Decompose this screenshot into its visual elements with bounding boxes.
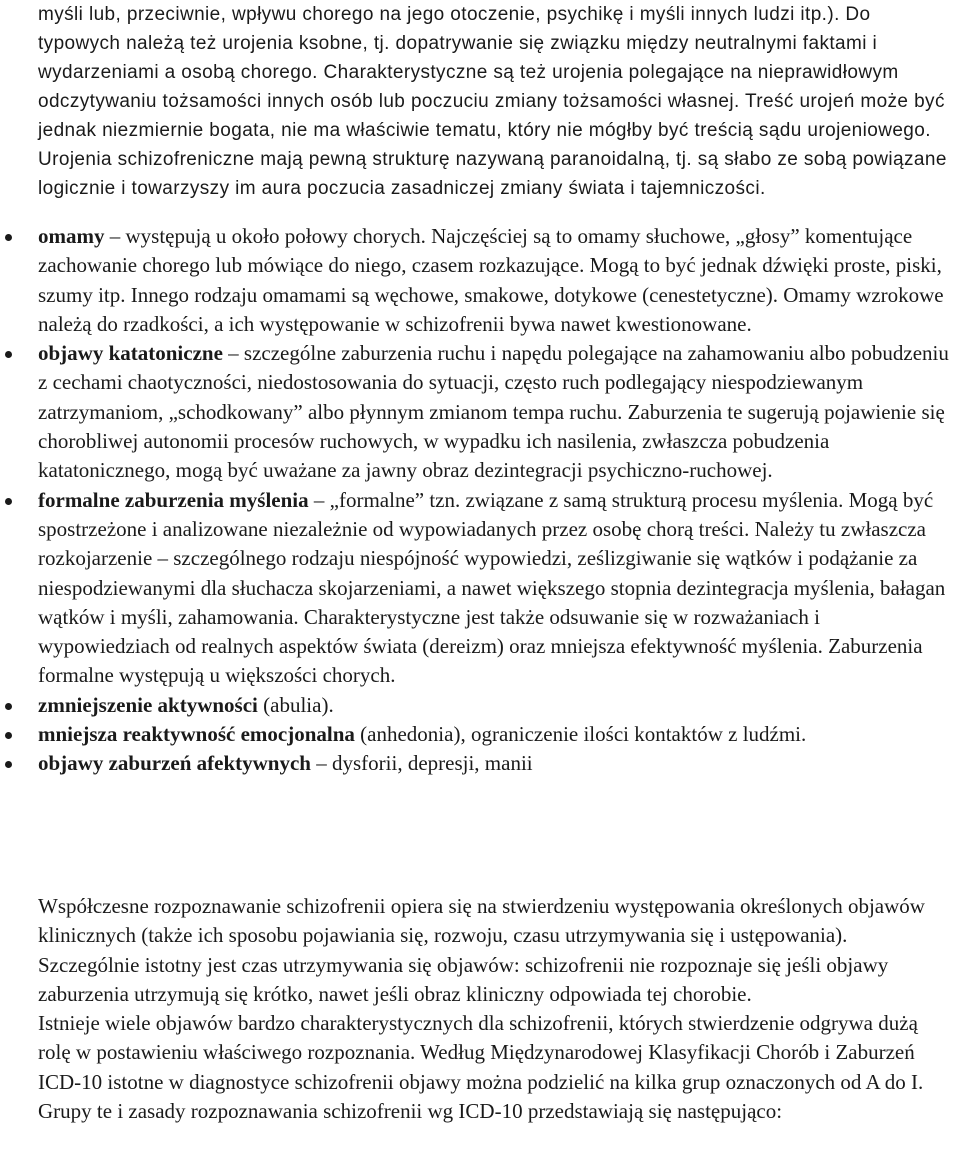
diagnosis-paragraph-2: Istnieje wiele objawów bardzo charakterystycznych dla schizofrenii, których stwierdzenie odgrywa dużą rolę w postawieniu właściwego rozpoznania. Według Międzynarodowej Klasyfikacji Chorób i Zaburzeń ICD-10 istotne w diagnostyce schizofrenii objawy można podzielić na kilka grup oznaczonych od A do I. Grupy te i zasady rozpoznawania schizofrenii wg ICD-10 przedstawiają się następująco:	[38, 1011, 924, 1124]
list-item-term: omamy	[38, 224, 105, 248]
list-item-text: (abulia).	[257, 692, 334, 717]
bullet-icon	[5, 703, 12, 710]
diagnosis-section	[38, 892, 953, 1126]
list-item-term: mniejsza reaktywność emocjonalna	[38, 722, 355, 747]
bullet-icon	[5, 732, 12, 739]
list-item	[0, 222, 953, 339]
list-item-term: formalne zaburzenia myślenia	[38, 487, 309, 512]
list-item	[0, 749, 953, 778]
list-item-text: – występują u około połowy chorych. Najczęściej są to omamy słuchowe, „głosy” komentujące zachowanie chorego lub mówiące do niego, czasem rozkazujące. Mogą to być jednak dźwięki proste, piski, szumy itp. Innego rodzaju omamami są węchowe, smakowe, dotykowe (cenestetyczne). Omamy wzrokowe należą do rzadkości, a ich występowanie w schizofrenii bywa nawet kwestionowane.	[38, 224, 944, 336]
list-item	[0, 339, 953, 485]
list-item	[0, 720, 953, 749]
list-item-term: zmniejszenie aktywności	[38, 692, 258, 717]
intro-paragraph: myśli lub, przeciwnie, wpływu chorego na jego otoczenie, psychikę i myśli innych ludzi itp.). Do typowych należą też urojenia ksobne, tj. dopatrywanie się związku między neutralnymi faktami i wydarzeniami a osobą chorego. Charakterystyczne są też urojenia polegające na nieprawidłowym odczytywaniu tożsamości innych osób lub poczuciu zmiany tożsamości własnej. Treść urojeń może być jednak niezmiernie bogata, nie ma właściwie tematu, który nie mógłby być treścią sądu urojeniowego. Urojenia schizofreniczne mają pewną strukturę nazywaną paranoidalną, tj. są słabo ze sobą powiązane logicznie i towarzyszy im aura poczucia zasadniczej zmiany świata i tajemniczości.	[38, 4, 947, 199]
list-item-text: (anhedonia), ograniczenie ilości kontaktów z ludźmi.	[354, 722, 807, 747]
list-item	[0, 691, 953, 720]
bullet-icon	[5, 234, 12, 241]
list-item-term: objawy zaburzeń afektywnych	[38, 751, 311, 776]
intro-paragraph-block	[38, 0, 953, 203]
list-item	[0, 486, 953, 691]
bullet-icon	[5, 761, 12, 768]
bullet-icon	[5, 351, 12, 358]
list-item-text: – dysforii, depresji, manii	[311, 751, 533, 776]
list-item-text: – szczególne zaburzenia ruchu i napędu polegające na zahamowaniu albo pobudzeniu z cechami chaotyczności, niedostosowania do sytuacji, często ruch podlegający niespodziewanym zatrzymaniom, „schodkowany” albo płynnym zmianom tempa ruchu. Zaburzenia te sugerują pojawienie się chorobliwej autonomii procesów ruchowych, w wypadku ich nasilenia, zwłaszcza pobudzenia katatonicznego, mogą być uważane za jawny obraz dezintegracji psychiczno-ruchowej.	[38, 341, 949, 483]
bullet-icon	[5, 498, 12, 505]
list-item-text: – „formalne” tzn. związane z samą strukturą procesu myślenia. Mogą być spostrzeżone i analizowane niezależnie od wypowiadanych przez osobę chorą treści. Należy tu zwłaszcza rozkojarzenie – szczególnego rodzaju niespójność wypowiedzi, ześlizgiwanie się wątków i podążanie za niespodziewanymi dla słuchacza skojarzeniami, a nawet większego stopnia dezintegracja myślenia, bałagan wątków i myśli, zahamowania. Charakterystyczne jest także odsuwanie się w rozważaniach i wypowiedziach od realnych aspektów świata (dereizm) oraz mniejsza efektywność myślenia. Zaburzenia formalne występują u większości chorych.	[38, 487, 946, 688]
symptom-list	[0, 222, 960, 779]
diagnosis-paragraph-1: Współczesne rozpoznawanie schizofrenii opiera się na stwierdzeniu występowania określonych objawów klinicznych (także ich sposobu pojawiania się, rozwoju, czasu utrzymywania się i ustępowania). Szczególnie istotny jest czas utrzymywania się objawów: schizofrenii nie rozpoznaje się jeśli objawy zaburzenia utrzymują się krótko, nawet jeśli obraz kliniczny odpowiada tej chorobie.	[38, 894, 925, 1006]
list-item-term: objawy katatoniczne	[38, 341, 223, 366]
